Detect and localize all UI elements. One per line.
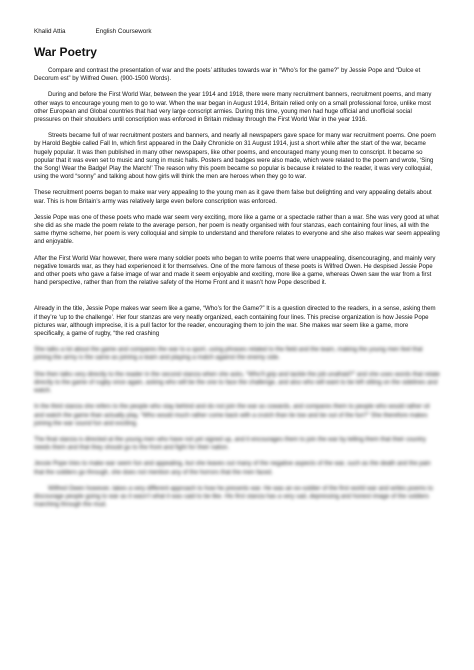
blurred-paragraph: In the third stanza she refers to the people who stay behind and do not join the war as cowards, and compares them to people who would rather sit and watch the game than actually play, “Who would much rather come back with a crutch than lie low and be out of the fun?” She therefore makes joining the war sound fun and exciting. [34, 403, 430, 427]
author-name: Khalid Attia [34, 28, 66, 35]
body-paragraph: Streets became full of war recruitment posters and banners, and nearly all newspapers gave space for many war recruitment poems. One poem by Harold Begbie called Fall In, which first appeared in the Daily Chronicle on 31 August 1914, just a short while after the start of the war, became hugely popular. It was then published in many other newspapers, like other poems, and encouraged many young men to conscript. It became so popular that it was even set to music and sung in music halls. Posters and badges were also made, which were related to the poem and wrote, ‘Sing the Song! Wear the Badge! Play the March!’ The reason why this poem became so popular is because it related to the reader, it was very colloquial, using the word “sonny” and talking about how girls will think the men are heroes when they go to war. [34, 132, 436, 181]
blurred-paragraph: She then talks very directly to the reader in the second stanza when she asks, “Who’ll grip and tackle the job unafraid?” and she uses words that relate directly to the game of rugby once again, asking who will be the one to face the challenge, and also who will want to be left sitting on the sidelines and watch. [34, 370, 440, 395]
section-gap [34, 295, 440, 305]
blurred-preview-section [34, 346, 440, 509]
body-paragraph: Already in the title, Jessie Pope makes war seem like a game, “Who’s for the Game?” It is a question directed to the readers, in a sense, asking them if they’re ‘up to the challenge’. Her four stanzas are very neatly organized, each containing four lines. This precise organization is how Jessie Pope pictures war, although imprecise, it is a pull factor for the reader, encouraging them to join the war. She makes war seem like a game, more specifically, a game of rugby, “the red crashing [34, 305, 436, 338]
blurred-paragraph: She talks a lot about the game and compares the war to a sport, using phrases related to the field and the team, making the young men feel that joining the army is the same as joining a team and playing a match against the enemy side. [34, 346, 423, 362]
document-header [34, 28, 440, 35]
body-paragraph: During and before the First World War, between the year 1914 and 1918, there were many recruitment banners, recruitment poems, and many other ways to encourage young men to go to war. When the war began in August 1914, Britain relied only on a small professional force, unlike most other European and Global countries that had very large conscript armies. During this time, young men had huge official and unofficial social pressures on their shoulders until conscription was enforced in Britain midway through the First World War in the year 1916. [34, 91, 432, 124]
essay-question: Compare and contrast the presentation of war and the poets’ attitudes towards war in “Who’s for the game?” by Jessie Pope and “Dulce et Decorum est” by Wilfred Owen. (900-1500 Words). [34, 67, 421, 83]
blurred-paragraph: The final stanza is directed at the young men who have not yet signed up, and it encourages them to join the war by telling them that their country needs them and that they should go to the front and fight for their nation. [34, 435, 426, 452]
body-paragraph: Jessie Pope was one of these poets who made war seem very exciting, more like a game or a spectacle rather than a war. She was very good at what she did as she made the poem relate to the average person, her poem is neatly organised with four stanzas, each containing four lines, all with the same rhyme scheme, her poem is very colloquial and simple to understand and therefore relates to everyone and she also makes war seem appealing and enjoyable. [34, 213, 440, 246]
document-title: War Poetry [34, 45, 97, 59]
blurred-paragraph: Jessie Pope tries to make war seem fun and appealing, but she leaves out many of the negative aspects of the war, such as the death and the pain that the soldiers go through, she does not mention any of the horrors that the men faced. [34, 460, 431, 476]
body-paragraph: These recruitment poems began to make war very appealing to the young men as it gave them false but delighting and very appealing details about war. This is how Britain’s army was relatively large even before conscription was enforced. [34, 189, 432, 205]
blurred-paragraph: Wilfred Owen however, takes a very different approach to how he presents war. He was an ex-soldier of the first world war and writes poems to discourage people going to war as it wasn’t what it was said to be like. His first stanza has a very sad, depressing and honest image of the soldiers marching through the mud. [34, 484, 433, 509]
body-paragraph: After the First World War however, there were many soldier poets who began to write poems that were unappealing, disencouraging, and mainly very negative towards war, as they had experienced it for themselves. One of the more famous of these poets is Wilfred Owen. He despised Jessie Pope and other poets who gave a false image of war and made it seem enjoyable and exciting, more like a game, whereas Owen saw the war from a first hand perspective, rather than from the relative safety of the Home Front and it wasn’t how Pope described it. [34, 254, 436, 287]
subject-label: English Coursework [95, 28, 152, 35]
